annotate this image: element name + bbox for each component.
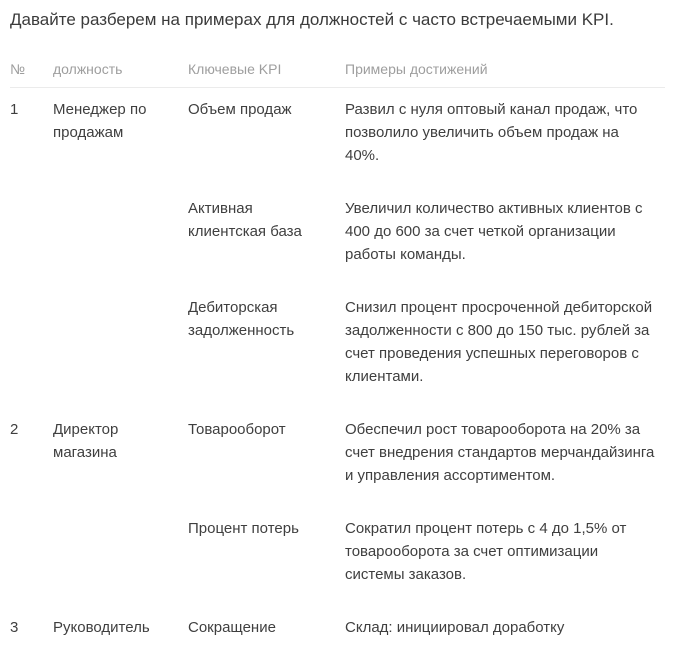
cell-position-empty bbox=[53, 296, 188, 388]
cell-position: Менеджер по продажам bbox=[53, 101, 147, 141]
cell-number: 2 bbox=[10, 421, 19, 438]
table-row bbox=[10, 98, 665, 167]
cell-achievement: Сократил процент потерь с 4 до 1,5% от товарооборота за счет оптимизации системы заказов. bbox=[345, 520, 627, 583]
cell-number-empty bbox=[10, 197, 53, 266]
kpi-table bbox=[10, 60, 665, 639]
cell-achievement: Обеспечил рост товарооборота на 20% за счет внедрения стандартов мерчандайзинга и управления ассортиментом. bbox=[345, 421, 655, 484]
cell-kpi: Товарооборот bbox=[188, 421, 286, 438]
table-row bbox=[10, 517, 665, 586]
table-row bbox=[10, 296, 665, 388]
intro-text: Давайте разберем на примерах для должностей с часто встречаемыми KPI. bbox=[10, 10, 614, 29]
table-header-row bbox=[10, 60, 665, 88]
cell-number: 3 bbox=[10, 619, 19, 636]
cell-number: 1 bbox=[10, 101, 19, 118]
cell-achievement: Склад: инициировал доработку bbox=[345, 619, 565, 636]
cell-achievement: Снизил процент просроченной дебиторской задолженности с 800 до 150 тыс. рублей за счет проведения успешных переговоров с клиентами. bbox=[345, 299, 653, 385]
cell-kpi: Активная клиентская база bbox=[188, 200, 302, 240]
table-row bbox=[10, 616, 665, 639]
col-header-number: № bbox=[10, 61, 26, 77]
cell-position: Руководитель bbox=[53, 619, 150, 636]
cell-achievement: Развил с нуля оптовый канал продаж, что позволило увеличить объем продаж на 40%. bbox=[345, 101, 638, 164]
cell-number-empty bbox=[10, 296, 53, 388]
cell-number-empty bbox=[10, 517, 53, 586]
cell-achievement: Увеличил количество активных клиентов с 400 до 600 за счет четкой организации работы команды. bbox=[345, 200, 643, 263]
cell-kpi: Сокращение bbox=[188, 619, 276, 636]
col-header-position: должность bbox=[53, 61, 123, 77]
table-row bbox=[10, 197, 665, 266]
cell-position-empty bbox=[53, 517, 188, 586]
col-header-kpi: Ключевые KPI bbox=[188, 61, 282, 77]
cell-kpi: Дебиторская задолженность bbox=[188, 299, 295, 339]
cell-position: Директор магазина bbox=[53, 421, 119, 461]
cell-position-empty bbox=[53, 197, 188, 266]
cell-kpi: Объем продаж bbox=[188, 101, 292, 118]
table-row bbox=[10, 418, 665, 487]
table-body bbox=[10, 88, 665, 639]
col-header-achievements: Примеры достижений bbox=[345, 61, 488, 77]
cell-kpi: Процент потерь bbox=[188, 520, 299, 537]
